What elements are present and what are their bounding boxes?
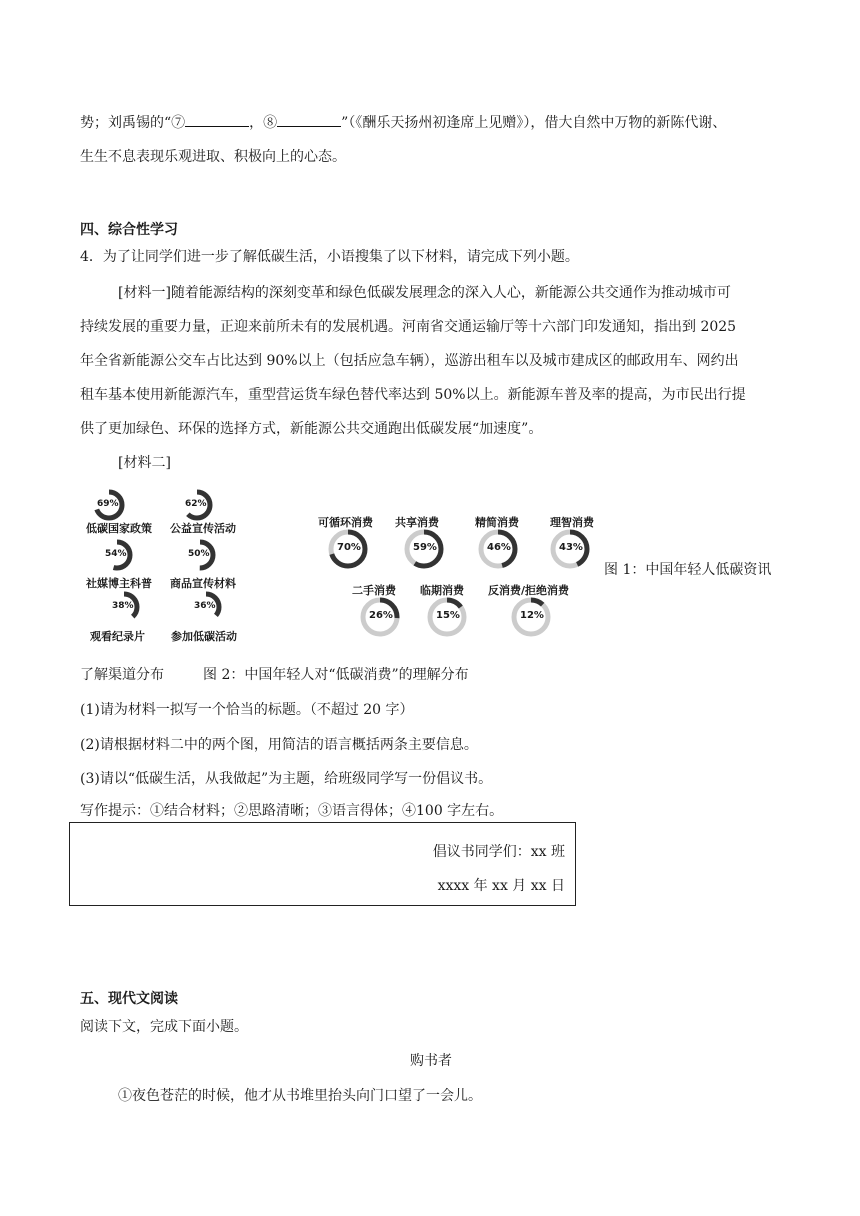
fig1-pct-0: 69% [97, 499, 119, 509]
fig2-label-5: 临期消费 [420, 584, 464, 597]
material1-line-1: [材料一]随着能源结构的深刻变革和绿色低碳发展理念的深入人心，新能源公共交通作为推动城市可 [118, 285, 731, 301]
fig2-caption: 图 2：中国年轻人对“低碳消费”的理解分布 [203, 667, 469, 683]
fig1-label-5: 参加低碳活动 [171, 630, 237, 643]
fig2-pct-4: 26% [369, 610, 393, 621]
section5-heading: 五、现代文阅读 [80, 991, 178, 1007]
question-4: 4．为了让同学们进一步了解低碳生活，小语搜集了以下材料，请完成下列小题。 [80, 249, 579, 265]
fig2-pct-6: 12% [520, 610, 544, 621]
material2-label: [材料二] [118, 455, 171, 471]
fig2-pct-5: 15% [436, 610, 460, 621]
material1-line-3: 年全省新能源公交车占比达到 90%以上（包括应急车辆），巡游出租车以及城市建成区的邮政用车、网约出 [80, 353, 739, 369]
fig1-pct-5: 36% [194, 601, 216, 611]
fig2-pct-0: 70% [337, 542, 361, 553]
fig1-label-3: 商品宣传材料 [170, 577, 236, 590]
fig2-pct-3: 43% [559, 542, 583, 553]
fig2-pct-1: 59% [413, 542, 437, 553]
passage-title: 购书者 [410, 1053, 452, 1069]
fig1-pct-2: 54% [105, 549, 127, 559]
poem-prefix: 势；刘禹锡的“⑦ [80, 115, 186, 131]
fig2-label-6: 反消费/拒绝消费 [488, 584, 570, 597]
fig1-label-1: 公益宣传活动 [170, 522, 236, 535]
fig1-pct-4: 38% [112, 601, 134, 611]
poem-line-2: 生生不息表现乐观进取、积极向上的心态。 [80, 149, 346, 165]
poem-suffix: ”（《酬乐天扬州初逢席上见赠》），借大自然中万物的新陈代谢、 [341, 115, 727, 131]
poem-mid: ，⑧ [249, 115, 278, 131]
blank-8[interactable] [277, 126, 341, 127]
sub-question-3: (3)请以“低碳生活，从我做起”为主题，给班级同学写一份倡议书。 [80, 771, 493, 787]
material1-line-4: 租车基本使用新能源汽车，重型营运货车绿色替代率达到 50%以上。新能源车普及率的提高，为市民出行提 [80, 387, 746, 403]
sub-question-1: (1)请为材料一拟写一个恰当的标题。（不超过 20 字） [80, 702, 414, 718]
section4-heading: 四、综合性学习 [80, 222, 178, 238]
section5-instruction: 阅读下文，完成下面小题。 [80, 1019, 248, 1035]
fig1-label-0: 低碳国家政策 [86, 522, 152, 535]
box-line-1: 倡议书同学们：xx 班 [432, 844, 565, 860]
material1-line-5: 供了更加绿色、环保的选择方式，新能源公共交通跑出低碳发展“加速度”。 [80, 421, 543, 437]
writing-tip: 写作提示：①结合材料；②思路清晰；③语言得体；④100 字左右。 [80, 803, 504, 819]
material1-line-2: 持续发展的重要力量，正迎来前所未有的发展机遇。河南省交通运输厅等十六部门印发通知，指出到 2025 [80, 319, 737, 335]
box-line-2: xxxx 年 xx 月 xx 日 [437, 878, 565, 894]
fig1-pct-1: 62% [185, 499, 207, 509]
fig1-label-2: 社媒博主科普 [86, 577, 152, 590]
fig2-label-4: 二手消费 [352, 584, 396, 597]
fig2-label-1: 共享消费 [395, 516, 439, 529]
fig1-caption-a: 图 1：中国年轻人低碳资讯 [604, 562, 772, 578]
fig2-label-2: 精简消费 [475, 516, 519, 529]
fig2-label-0: 可循环消费 [318, 516, 373, 529]
poem-line-1 [80, 112, 726, 132]
fig2-label-3: 理智消费 [550, 516, 594, 529]
answer-box[interactable] [69, 822, 576, 906]
sub-question-2: (2)请根据材料二中的两个图，用简洁的语言概括两条主要信息。 [80, 737, 478, 753]
fig1-pct-3: 50% [188, 549, 210, 559]
blank-7[interactable] [185, 126, 249, 127]
fig2-pct-2: 46% [487, 542, 511, 553]
passage-first-line: ①夜色苍茫的时候，他才从书堆里抬头向门口望了一会儿。 [118, 1088, 482, 1104]
fig1-caption-b: 了解渠道分布 [80, 667, 164, 683]
fig1-label-4: 观看纪录片 [90, 630, 145, 643]
